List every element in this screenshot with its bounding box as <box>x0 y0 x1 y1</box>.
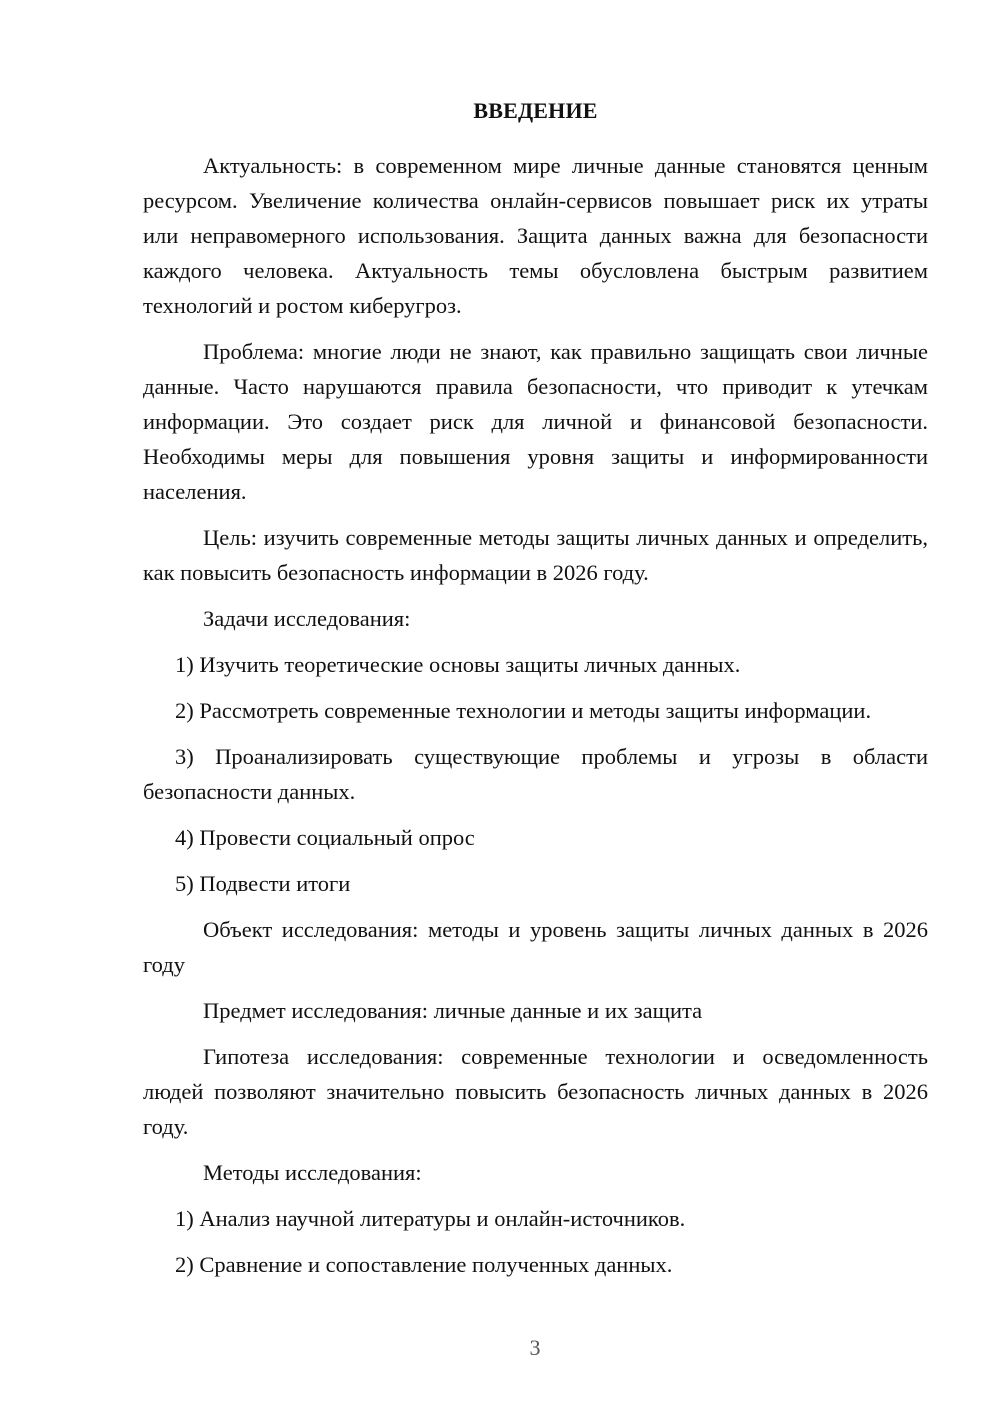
page-title: ВВЕДЕНИЕ <box>473 98 598 123</box>
methods-label: Методы исследования: <box>203 1160 422 1185</box>
task-item: 4) Провести социальный опрос <box>175 825 475 850</box>
method-item: 1) Анализ научной литературы и онлайн-источников. <box>175 1206 686 1231</box>
problem-paragraph: Проблема: многие люди не знают, как правильно защищать свои личные данные. Часто нарушаются правила безопасности, что приводит к утечкам информации. Это создает риск для личной и финансовой безопасности. Необходимы меры для повышения уровня защиты и информированности населения. <box>143 339 928 504</box>
goal-paragraph: Цель: изучить современные методы защиты личных данных и определить, как повысить безопасность информации в 2026 году. <box>143 525 928 585</box>
object-paragraph: Объект исследования: методы и уровень защиты личных данных в 2026 году <box>143 917 928 977</box>
document-page <box>143 97 928 1293</box>
subject-paragraph: Предмет исследования: личные данные и их защита <box>203 998 703 1023</box>
task-item: 3) Проанализировать существующие проблемы и угрозы в области безопасности данных. <box>143 744 928 804</box>
task-item: 5) Подвести итоги <box>175 871 351 896</box>
page-number: 3 <box>529 1335 541 1360</box>
hypothesis-paragraph: Гипотеза исследования: современные технологии и осведомленность людей позволяют значительно повысить безопасность личных данных в 2026 году. <box>143 1044 928 1139</box>
method-item: 2) Сравнение и сопоставление полученных данных. <box>175 1252 673 1277</box>
tasks-label: Задачи исследования: <box>203 606 411 631</box>
task-item: 1) Изучить теоретические основы защиты личных данных. <box>175 652 741 677</box>
relevance-paragraph: Актуальность: в современном мире личные данные становятся ценным ресурсом. Увеличение количества онлайн-сервисов повышает риск их утраты или неправомерного использования. Защита данных важна для безопасности каждого человека. Актуальность темы обусловлена быстрым развитием технологий и ростом киберугроз. <box>143 153 928 318</box>
task-item: 2) Рассмотреть современные технологии и методы защиты информации. <box>175 698 872 723</box>
